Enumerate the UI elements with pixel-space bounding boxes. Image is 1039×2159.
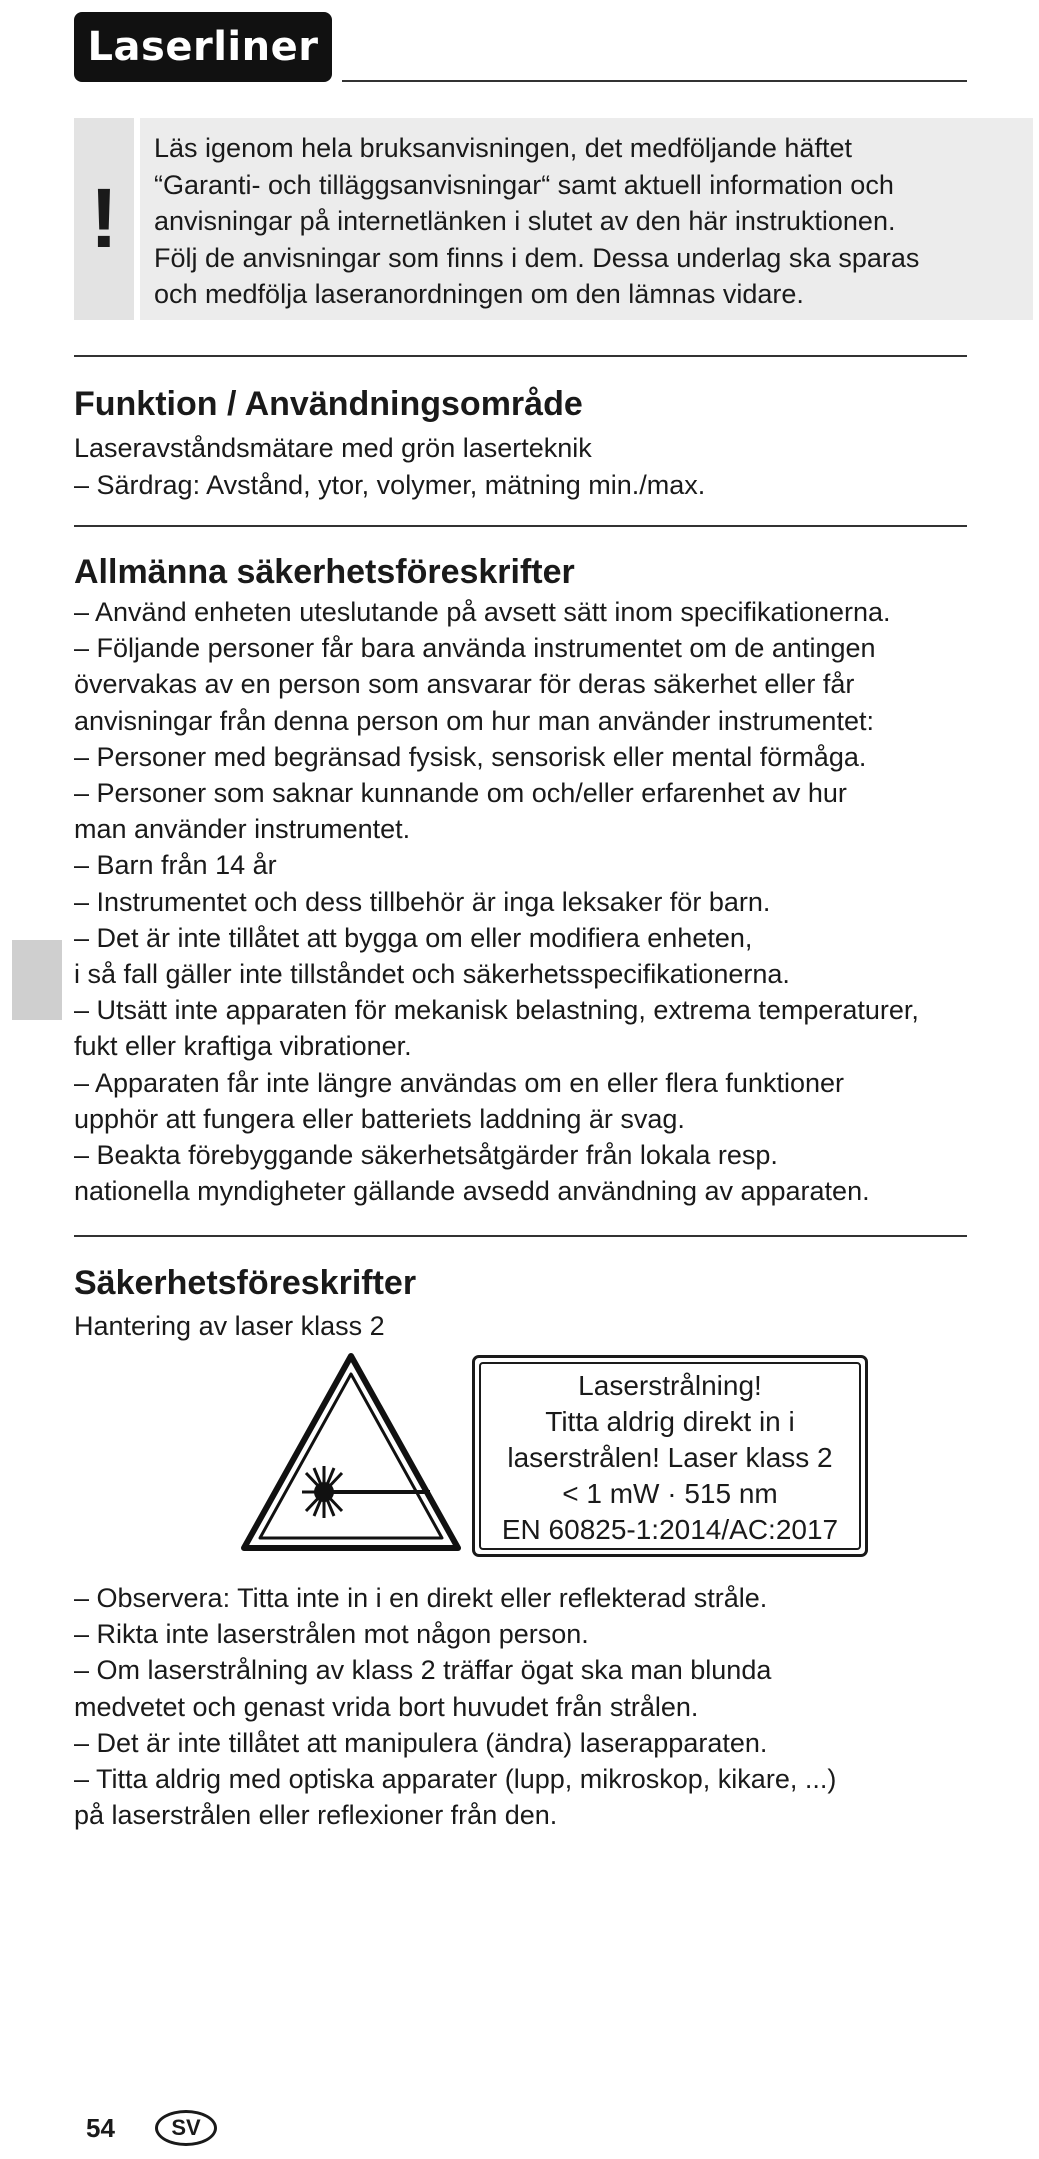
list-line: fukt eller kraftiga vibrationer. — [74, 1031, 412, 1062]
section-divider — [74, 525, 967, 527]
notice-exclamation-icon — [74, 118, 134, 320]
notice-line: Följ de anvisningar som finns i dem. Dessa underlag ska sparas — [154, 242, 920, 273]
list-line: upphör att fungera eller batteriets laddning är svag. — [74, 1103, 685, 1134]
list-line: – Titta aldrig med optiska apparater (lupp, mikroskop, kikare, ...) — [74, 1764, 837, 1795]
list-line: – Beakta förebyggande säkerhetsåtgärder från lokala resp. — [74, 1140, 778, 1171]
label-line: laserstrålen! Laser klass 2 — [507, 1442, 833, 1473]
list-line: på laserstrålen eller reflexioner från den. — [74, 1800, 558, 1831]
list-line: – Rikta inte laserstrålen mot någon person. — [74, 1619, 589, 1650]
notice-text — [154, 130, 1024, 313]
safety-list — [74, 1580, 1024, 1833]
function-heading: Funktion / Användningsområde — [74, 385, 583, 423]
laserliner-logo: Laserliner — [74, 12, 332, 82]
safety-heading: Säkerhetsföreskrifter — [74, 1264, 417, 1302]
label-line: Titta aldrig direkt in i — [545, 1406, 795, 1437]
list-line: – Observera: Titta inte in i en direkt eller reflekterad stråle. — [74, 1583, 768, 1613]
list-line: – Det är inte tillåtet att bygga om eller modifiera enheten, — [74, 922, 753, 953]
general-safety-heading: Allmänna säkerhetsföreskrifter — [74, 553, 575, 591]
safety-subtitle: Hantering av laser klass 2 — [74, 1311, 385, 1341]
notice-line: Läs igenom hela bruksanvisningen, det medföljande häftet — [154, 133, 852, 163]
page-number: 54 — [86, 2113, 115, 2143]
list-line: anvisningar från denna person om hur man använder instrumentet: — [74, 705, 874, 736]
list-line: – Utsätt inte apparaten för mekanisk belastning, extrema temperaturer, — [74, 995, 919, 1026]
section-divider — [74, 355, 967, 357]
list-line: – Personer som saknar kunnande om och/eller erfarenhet av hur — [74, 778, 847, 809]
general-safety-list — [74, 594, 1024, 1209]
list-line: – Följande personer får bara använda instrumentet om de antingen — [74, 633, 876, 664]
function-line: – Särdrag: Avstånd, ytor, volymer, mätning min./max. — [74, 470, 706, 500]
list-line: nationella myndigheter gällande avsedd användning av apparaten. — [74, 1176, 870, 1207]
list-line: – Om laserstrålning av klass 2 träffar ögat ska man blunda — [74, 1655, 772, 1686]
laser-warning-icon — [240, 1352, 462, 1552]
notice-box — [140, 118, 1033, 320]
list-line: – Barn från 14 år — [74, 850, 277, 881]
list-line: i så fall gäller inte tillståndet och säkerhetsspecifikationerna. — [74, 959, 790, 990]
notice-line: “Garanti- och tilläggsanvisningar“ samt aktuell information och — [154, 169, 894, 200]
list-line: – Personer med begränsad fysisk, sensorisk eller mental förmåga. — [74, 741, 867, 772]
language-badge: SV — [155, 2110, 217, 2146]
list-line: – Apparaten får inte längre användas om en eller flera funktioner — [74, 1067, 844, 1098]
list-line: medvetet och genast vrida bort huvudet från strålen. — [74, 1691, 699, 1722]
notice-line: anvisningar på internetlänken i slutet av den här instruktionen. — [154, 206, 896, 236]
section-divider — [74, 1235, 967, 1237]
label-line: EN 60825-1:2014/AC:2017 — [501, 1514, 839, 1545]
label-line: Laserstrålning! — [578, 1370, 762, 1401]
list-line: man använder instrumentet. — [74, 814, 411, 845]
laser-class-label — [472, 1355, 868, 1557]
list-line: övervakas av en person som ansvarar för deras säkerhet eller får — [74, 669, 855, 700]
laser-class-label-inner — [479, 1362, 861, 1550]
list-line: – Instrumentet och dess tillbehör är inga leksaker för barn. — [74, 886, 771, 917]
header-divider — [342, 80, 967, 82]
exclamation-mark: ! — [90, 171, 118, 265]
function-subtitle: Laseravståndsmätare med grön laserteknik — [74, 433, 592, 463]
notice-line: och medfölja laseranordningen om den lämnas vidare. — [154, 279, 804, 309]
list-line: – Använd enheten uteslutande på avsett sätt inom specifikationerna. — [74, 597, 891, 627]
chapter-tab-marker — [12, 940, 62, 1020]
list-line: – Det är inte tillåtet att manipulera (ändra) laserapparaten. — [74, 1727, 768, 1758]
label-line: < 1 mW · 515 nm — [562, 1478, 778, 1509]
